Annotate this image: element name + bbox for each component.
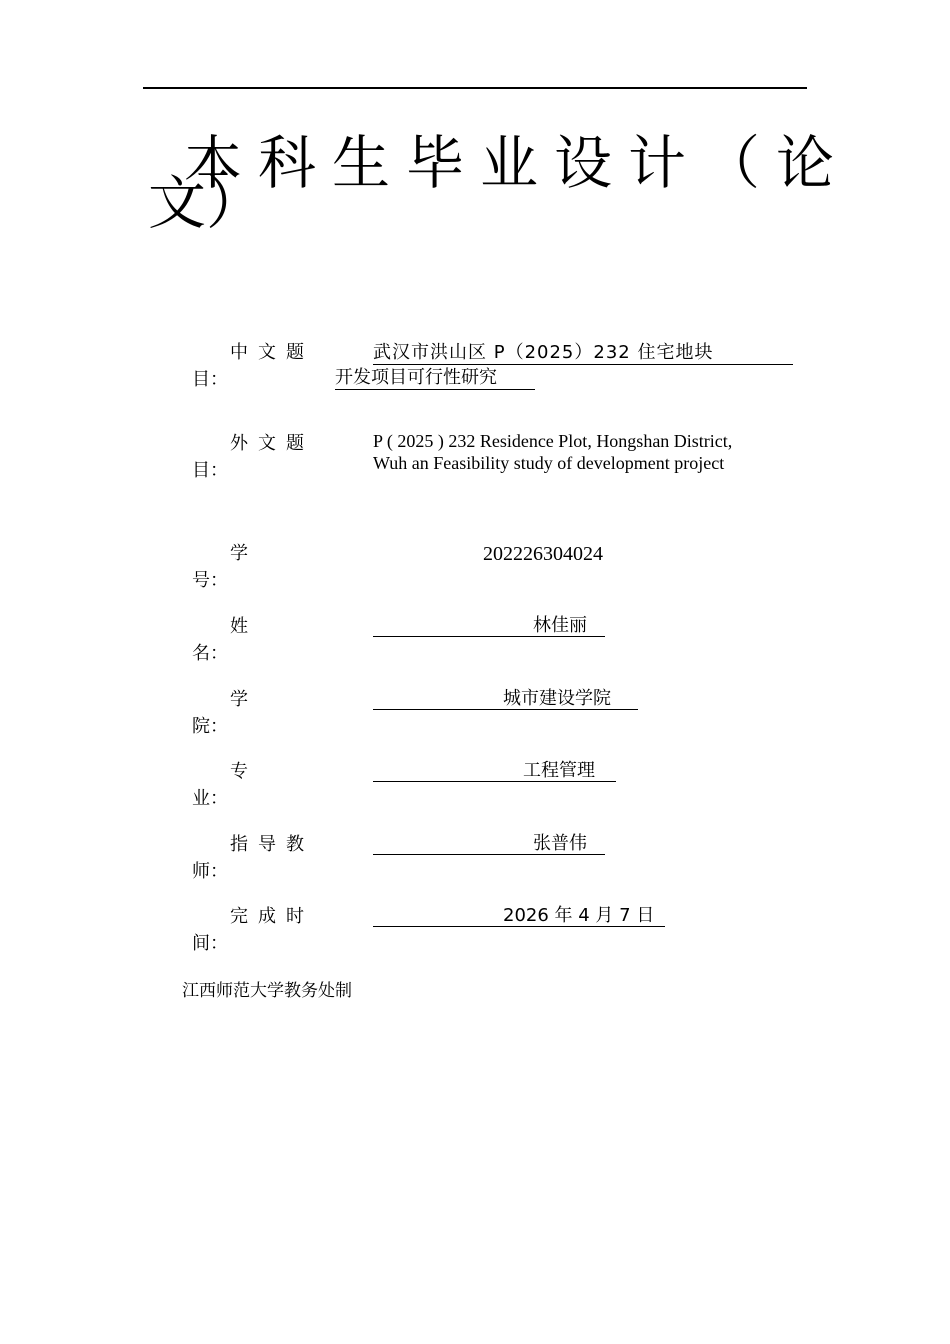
field-label: 学: [230, 543, 258, 564]
underline: [373, 636, 605, 637]
title-line-2: 文）: [148, 169, 265, 237]
top-rule: [143, 87, 807, 89]
field-label-tail: 号：: [192, 570, 228, 591]
underline: [335, 389, 535, 390]
advisor-value: 张普伟: [533, 833, 587, 854]
cn-title-line-1: 武汉市洪山区 P（2025）232 住宅地块: [373, 342, 714, 363]
student-id-value: 202226304024: [483, 543, 603, 565]
name-value: 林佳丽: [533, 615, 587, 636]
footer-issuer: 江西师范大学教务处制: [182, 981, 352, 1001]
field-label: 中文题: [230, 342, 314, 363]
field-label-tail: 师：: [192, 861, 228, 882]
en-title-para-2: Wuh an Feasibility study of development project: [373, 453, 725, 473]
field-label-tail: 目：: [192, 460, 228, 481]
en-title-text: [335, 430, 760, 474]
major-value: 工程管理: [523, 760, 595, 781]
en-title-para-1: P ( 2025 ) 232 Residence Plot, Hongshan District,: [373, 431, 733, 451]
cn-title-line-2: 开发项目可行性研究: [335, 367, 497, 388]
field-label-tail: 间：: [192, 933, 228, 954]
underline: [373, 709, 638, 710]
field-label: 指导教: [230, 834, 314, 855]
field-label: 学: [230, 689, 258, 710]
date-value: 2026 年 4 月 7 日: [503, 905, 655, 926]
field-label-tail: 名：: [192, 643, 228, 664]
field-label: 姓: [230, 616, 258, 637]
underline: [373, 926, 665, 927]
college-value: 城市建设学院: [503, 688, 611, 709]
field-label-tail: 院：: [192, 716, 228, 737]
field-label-tail: 业：: [192, 788, 228, 809]
field-label: 外文题: [230, 433, 314, 454]
field-label: 专: [230, 761, 258, 782]
underline: [373, 781, 616, 782]
field-label-tail: 目：: [192, 369, 228, 390]
title-line-1: 本科生毕业设计（论: [184, 129, 851, 197]
underline: [373, 854, 605, 855]
field-label: 完成时: [230, 906, 314, 927]
underline: [373, 364, 793, 365]
